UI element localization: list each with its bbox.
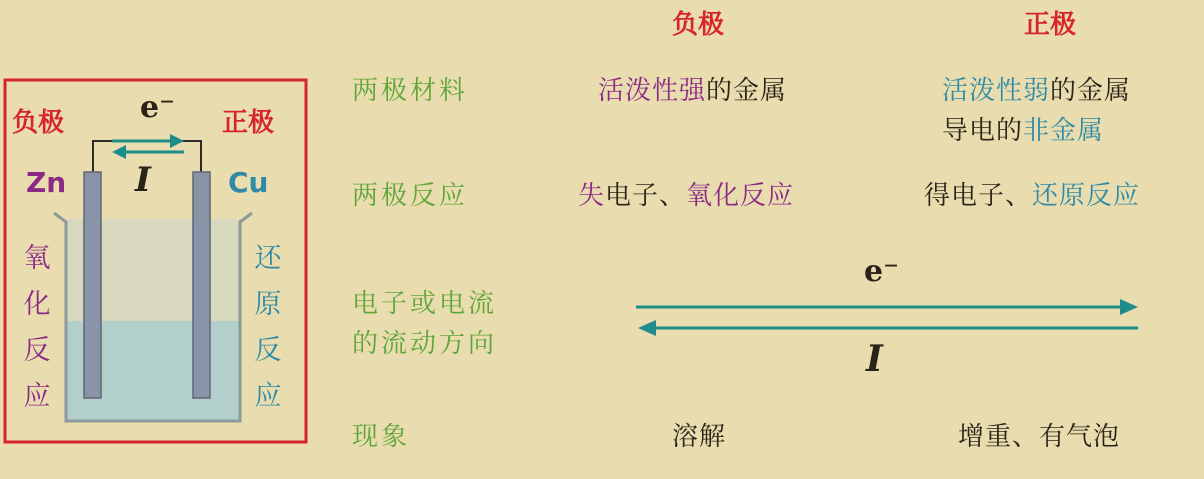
cell-current-label: I: [135, 160, 151, 200]
cell-current-arrow: [112, 145, 184, 159]
header-positive: 正极: [1024, 10, 1077, 40]
cu-label: Cu: [228, 166, 269, 199]
materials-row-label: 两极材料: [352, 76, 469, 106]
cell-negative-label: 负极: [12, 108, 65, 138]
electron-flow-arrow: [636, 299, 1138, 315]
materials-negative-highlight: 活泼性强: [598, 76, 707, 106]
materials-positive-line1: 活泼性弱的金属: [942, 76, 1132, 106]
materials-positive-line2: 导电的非金属: [942, 116, 1105, 146]
reactions-positive: 得电子、还原反应: [924, 181, 1141, 211]
reactions-negative: 失电子、氧化反应: [578, 181, 795, 211]
reduction-reaction-label: 还 原 反 应: [254, 243, 282, 412]
flow-current-label: I: [866, 338, 883, 380]
reactions-row-label: 两极反应: [352, 181, 469, 211]
flow-electron-label: e⁻: [864, 254, 899, 289]
current-flow-arrow: [638, 320, 1138, 336]
cu-electrode: [193, 172, 210, 398]
materials-negative: 活泼性强的金属: [598, 76, 788, 106]
phenomena-positive: 增重、有气泡: [958, 422, 1121, 452]
cell-electron-arrow: [112, 134, 184, 148]
phenomena-negative: 溶解: [672, 422, 727, 452]
oxidation-reaction-label: 氧 化 反 应: [23, 243, 51, 412]
flow-row-label-line1: 电子或电流: [352, 289, 498, 319]
zn-electrode: [84, 172, 101, 398]
zn-label: Zn: [26, 166, 67, 199]
cell-electron-label: e⁻: [140, 90, 175, 125]
cell-positive-label: 正极: [222, 108, 275, 138]
header-negative: 负极: [672, 10, 725, 40]
phenomena-row-label: 现象: [352, 422, 411, 452]
flow-row-label-line2: 的流动方向: [352, 329, 498, 359]
